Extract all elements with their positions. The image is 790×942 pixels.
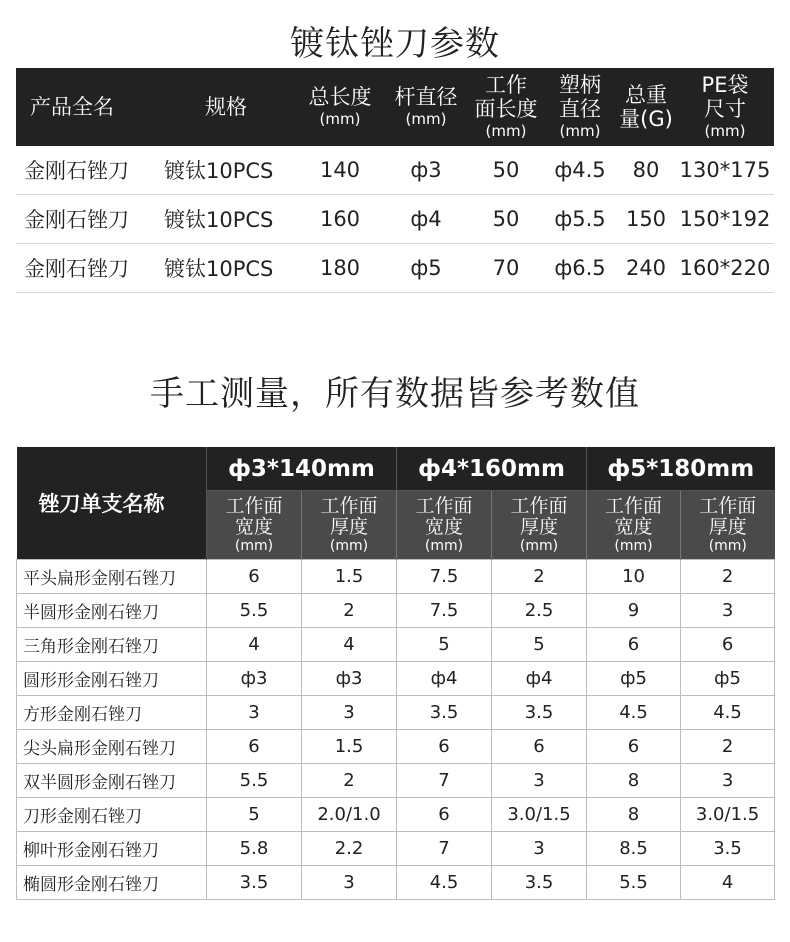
sub-column-header — [587, 491, 681, 560]
table-cell: 2 — [681, 730, 775, 764]
table-cell: 7 — [397, 832, 492, 866]
table-cell: 8.5 — [587, 832, 681, 866]
table-cell: 金刚石锉刀 — [16, 195, 156, 244]
sub-column-header-unit: (mm) — [234, 537, 274, 554]
table-cell: 4 — [681, 866, 775, 900]
column-header — [544, 68, 616, 146]
table-cell: 240 — [616, 244, 676, 293]
table-cell: 6 — [681, 628, 775, 662]
row-label: 方形金刚石锉刀 — [17, 696, 207, 730]
table-cell: 6 — [397, 730, 492, 764]
table-cell: 10 — [587, 560, 681, 594]
table-row — [17, 730, 775, 764]
sub-column-header-label: 工作面 厚度 — [510, 494, 568, 538]
sub-column-header — [397, 491, 492, 560]
table-cell: 3 — [302, 866, 397, 900]
column-header — [676, 68, 774, 146]
row-label: 半圆形金刚石锉刀 — [17, 594, 207, 628]
table-cell: 3.0/1.5 — [681, 798, 775, 832]
section-title: 手工测量，所有数据皆参考数值 — [150, 374, 640, 414]
column-header-unit: (mm) — [704, 122, 746, 140]
row-label: 三角形金刚石锉刀 — [17, 628, 207, 662]
table-cell: 6 — [587, 628, 681, 662]
column-header — [384, 68, 468, 146]
table-cell: 3.5 — [492, 866, 587, 900]
column-header — [16, 68, 156, 146]
table-cell: ф3 — [302, 662, 397, 696]
table-cell: ф4.5 — [544, 146, 616, 195]
table-cell: 3.5 — [207, 866, 302, 900]
sub-column-header-unit: (mm) — [424, 537, 464, 554]
table-cell: 8 — [587, 764, 681, 798]
column-header-label: 总重 量(G) — [619, 83, 673, 131]
table-cell: 160*220 — [676, 244, 774, 293]
table-cell: 150 — [616, 195, 676, 244]
group-header: ф3*140mm — [207, 447, 397, 491]
table-row — [17, 798, 775, 832]
table-cell: 2.0/1.0 — [302, 798, 397, 832]
table-cell: 4.5 — [397, 866, 492, 900]
table-cell: ф4 — [397, 662, 492, 696]
table-cell: 70 — [468, 244, 544, 293]
table-row — [17, 696, 775, 730]
sub-column-header — [492, 491, 587, 560]
parameter-table — [16, 68, 774, 293]
sub-column-header — [681, 491, 775, 560]
table-cell: 3 — [492, 832, 587, 866]
table-cell: 3 — [302, 696, 397, 730]
column-header-label: 规格 — [205, 95, 247, 119]
column-header-file-name: 锉刀单支名称 — [17, 447, 207, 560]
table-cell: 5.5 — [207, 764, 302, 798]
row-label: 平头扁形金刚石锉刀 — [17, 560, 207, 594]
table-cell: 7 — [397, 764, 492, 798]
sub-column-header — [207, 491, 302, 560]
table-cell: 3 — [681, 764, 775, 798]
table-cell: 1.5 — [302, 730, 397, 764]
table-row — [17, 866, 775, 900]
table-cell: 2 — [492, 560, 587, 594]
table-cell: 金刚石锉刀 — [16, 146, 156, 195]
table-cell: 80 — [616, 146, 676, 195]
column-header — [156, 68, 296, 146]
column-header-label: 塑柄 直径 — [559, 73, 601, 121]
table-cell: 2 — [681, 560, 775, 594]
sub-column-header-unit: (mm) — [708, 537, 747, 554]
table-cell: 180 — [296, 244, 384, 293]
table-cell: 镀钛10PCS — [156, 195, 296, 244]
table-cell: ф6.5 — [544, 244, 616, 293]
table-cell: 9 — [587, 594, 681, 628]
row-label: 椭圆形金刚石锉刀 — [17, 866, 207, 900]
table-cell: ф5.5 — [544, 195, 616, 244]
table-row — [16, 146, 774, 195]
table-cell: ф5 — [681, 662, 775, 696]
table-cell: 2 — [302, 764, 397, 798]
table-cell: 3 — [492, 764, 587, 798]
table-cell: 5 — [492, 628, 587, 662]
column-header-label: 产品全名 — [30, 95, 114, 119]
column-header-unit: (mm) — [485, 122, 527, 140]
parameter-table-body — [16, 146, 774, 293]
table-cell: 6 — [207, 560, 302, 594]
table-cell: 5 — [207, 798, 302, 832]
parameter-table-header — [16, 68, 774, 146]
column-header — [296, 68, 384, 146]
sub-column-header-label: 工作面 厚度 — [320, 494, 378, 538]
table-cell: 4 — [302, 628, 397, 662]
table-cell: 50 — [468, 146, 544, 195]
table-cell: 6 — [587, 730, 681, 764]
table-row — [16, 244, 774, 293]
column-header-label: 杆直径 — [394, 85, 458, 109]
table-cell: 金刚石锉刀 — [16, 244, 156, 293]
table-cell: ф4 — [384, 195, 468, 244]
sub-column-header-label: 工作面 厚度 — [699, 494, 757, 538]
table-cell: ф5 — [384, 244, 468, 293]
table-cell: 2.5 — [492, 594, 587, 628]
column-header-label: 工作 面长度 — [474, 73, 538, 121]
table-cell: 5 — [397, 628, 492, 662]
table-cell: 130*175 — [676, 146, 774, 195]
sub-column-header — [302, 491, 397, 560]
table-row — [17, 594, 775, 628]
column-header-unit: (mm) — [319, 110, 361, 128]
table-cell: ф3 — [207, 662, 302, 696]
table-cell: 5.5 — [207, 594, 302, 628]
table-cell: 4.5 — [587, 696, 681, 730]
table-cell: 6 — [397, 798, 492, 832]
table-cell: 160 — [296, 195, 384, 244]
table-cell: 7.5 — [397, 594, 492, 628]
table-row — [16, 195, 774, 244]
row-label: 刀形金刚石锉刀 — [17, 798, 207, 832]
dimension-table — [16, 447, 775, 900]
table-cell: 8 — [587, 798, 681, 832]
row-label: 双半圆形金刚石锉刀 — [17, 764, 207, 798]
column-header-unit: (mm) — [405, 110, 447, 128]
table-row — [17, 832, 775, 866]
table-cell: 140 — [296, 146, 384, 195]
table-cell: 6 — [207, 730, 302, 764]
table-cell: 镀钛10PCS — [156, 146, 296, 195]
table-cell: 50 — [468, 195, 544, 244]
sub-column-header-label: 工作面 宽度 — [415, 494, 473, 538]
table-cell: 4 — [207, 628, 302, 662]
table-cell: 5.5 — [587, 866, 681, 900]
table-cell: 5.8 — [207, 832, 302, 866]
table-row — [17, 662, 775, 696]
table-cell: 4.5 — [681, 696, 775, 730]
table-row — [17, 764, 775, 798]
table-cell: 2.2 — [302, 832, 397, 866]
row-label: 尖头扁形金刚石锉刀 — [17, 730, 207, 764]
column-header-label: PE袋 尺寸 — [701, 73, 749, 121]
row-label: 柳叶形金刚石锉刀 — [17, 832, 207, 866]
table-cell: 3.5 — [681, 832, 775, 866]
column-header — [468, 68, 544, 146]
table-cell: 7.5 — [397, 560, 492, 594]
table-cell: ф4 — [492, 662, 587, 696]
group-header: ф5*180mm — [587, 447, 775, 491]
sub-column-header-label: 工作面 宽度 — [605, 494, 663, 538]
table-cell: 150*192 — [676, 195, 774, 244]
table-row — [17, 560, 775, 594]
table-row — [17, 628, 775, 662]
table-cell: 1.5 — [302, 560, 397, 594]
page-title: 镀钛锉刀参数 — [290, 24, 500, 64]
column-header-unit: (mm) — [559, 122, 601, 140]
dimension-table-body — [17, 560, 775, 900]
group-header: ф4*160mm — [397, 447, 587, 491]
sub-column-header-unit: (mm) — [519, 537, 559, 554]
sub-column-header-unit: (mm) — [614, 537, 653, 554]
table-cell: 3 — [681, 594, 775, 628]
table-cell: ф5 — [587, 662, 681, 696]
table-cell: 3.5 — [492, 696, 587, 730]
table-cell: 3.0/1.5 — [492, 798, 587, 832]
row-label: 圆形形金刚石锉刀 — [17, 662, 207, 696]
sub-column-header-label: 工作面 宽度 — [225, 494, 283, 538]
table-cell: 6 — [492, 730, 587, 764]
table-cell: ф3 — [384, 146, 468, 195]
column-header-label: 总长度 — [308, 85, 372, 109]
table-cell: 2 — [302, 594, 397, 628]
sub-column-header-unit: (mm) — [329, 537, 369, 554]
column-header — [616, 68, 676, 146]
table-cell: 3 — [207, 696, 302, 730]
table-cell: 镀钛10PCS — [156, 244, 296, 293]
table-cell: 3.5 — [397, 696, 492, 730]
